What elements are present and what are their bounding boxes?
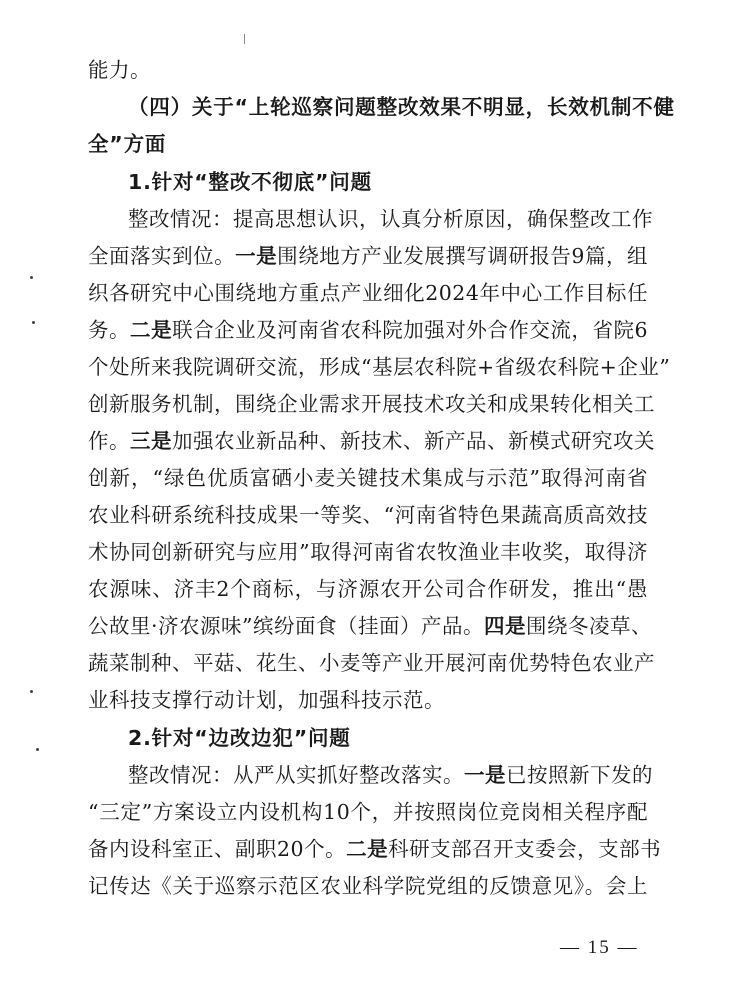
text-segment: 业科技支撑行动计划，加强科技示范。: [88, 688, 445, 712]
text-segment: 整改情况：从严从实抓好整改落实。: [128, 763, 464, 787]
body-line: [88, 275, 648, 311]
text-segment: 农源味、济丰2个商标，与济源农开公司合作研发，推出“愚: [88, 577, 648, 601]
body-line: [88, 534, 648, 570]
emphasis-segment: 二是: [130, 318, 173, 342]
text-segment: 科研支部召开支委会，支部书: [388, 837, 662, 861]
text-segment: 备内设科室正、副职20个。: [88, 837, 347, 861]
text-segment: 农业科研系统科技成果一等奖、“河南省特色果蔬高质高效技: [88, 503, 648, 527]
text-segment: 创新服务机制，围绕企业需求开展技术攻关和成果转化相关工: [88, 392, 655, 416]
subheading: [128, 164, 648, 200]
body-line: [88, 608, 652, 644]
text-segment: 记传达《关于巡察示范区农业科学院党组的反馈意见》。会上: [88, 874, 648, 898]
body-line: [88, 386, 655, 422]
body-line: [88, 460, 648, 496]
text-segment: 术协同创新研究与应用”取得河南省农牧渔业丰收奖，取得济: [88, 540, 648, 564]
body-line: [88, 682, 648, 718]
body-line: [88, 312, 648, 348]
text-segment: 2.针对“边改边犯”问题: [128, 726, 351, 750]
body-line: [88, 423, 655, 459]
text-segment: 全”方面: [88, 132, 167, 156]
emphasis-segment: 一是: [464, 763, 506, 787]
text-segment: 全面落实到位。: [88, 244, 236, 268]
body-line: [128, 201, 653, 237]
text-segment: 1.针对“整改不彻底”问题: [128, 170, 372, 194]
body-line: [88, 868, 648, 904]
text-segment: 务。: [88, 318, 131, 342]
body-line: [88, 52, 648, 88]
body-line: [88, 831, 662, 867]
body-line: [88, 497, 648, 533]
text-segment: 公故里·济农源味”缤纷面食（挂面）产品。: [88, 614, 484, 638]
emphasis-segment: 二是: [346, 837, 389, 861]
scan-speck: [30, 690, 33, 693]
text-segment: 加强农业新品种、新技术、新产品、新模式研究攻关: [172, 429, 655, 453]
text-segment: 整改情况：提高思想认识，认真分析原因，确保整改工作: [128, 207, 653, 231]
body-line: [88, 349, 671, 385]
body-line: [88, 571, 648, 607]
scan-speck: [32, 321, 35, 324]
text-segment: 织各研究中心围绕地方重点产业细化2024年中心工作目标任: [88, 281, 648, 305]
text-segment: 围绕地方产业发展撰写调研报告9篇，组: [277, 244, 649, 268]
text-segment: 能力。: [88, 58, 151, 82]
text-segment: 联合企业及河南省农科院加强对外合作交流，省院6: [172, 318, 649, 342]
body-line: [128, 757, 653, 793]
scan-mark: [244, 34, 245, 44]
body-line: [88, 238, 648, 274]
scan-speck: [30, 276, 33, 279]
page-number: — 15 —: [560, 937, 639, 958]
text-segment: 个处所来我院调研交流，形成“基层农科院+省级农科院+企业”: [88, 355, 671, 379]
section-heading-continued: [88, 126, 648, 162]
subheading: [128, 720, 648, 756]
emphasis-segment: 一是: [235, 244, 278, 268]
text-segment: “三定”方案设立内设机构10个，并按照岗位竞岗相关程序配: [88, 800, 648, 824]
emphasis-segment: 三是: [130, 429, 172, 453]
text-segment: 作。: [88, 429, 130, 453]
text-segment: 创新，“绿色优质富硒小麦关键技术集成与示范”取得河南省: [88, 466, 648, 490]
section-heading: [128, 89, 675, 125]
body-line: [88, 794, 648, 830]
text-segment: 围绕冬凌草、: [526, 614, 652, 638]
text-segment: 已按照新下发的: [506, 763, 653, 787]
body-line: [88, 645, 655, 681]
text-segment: 蔬菜制种、平菇、花生、小麦等产业开展河南优势特色农业产: [88, 651, 655, 675]
emphasis-segment: 四是: [484, 614, 526, 638]
text-segment: （四）关于“上轮巡察问题整改效果不明显，长效机制不健: [128, 95, 675, 119]
scan-speck: [36, 748, 39, 751]
